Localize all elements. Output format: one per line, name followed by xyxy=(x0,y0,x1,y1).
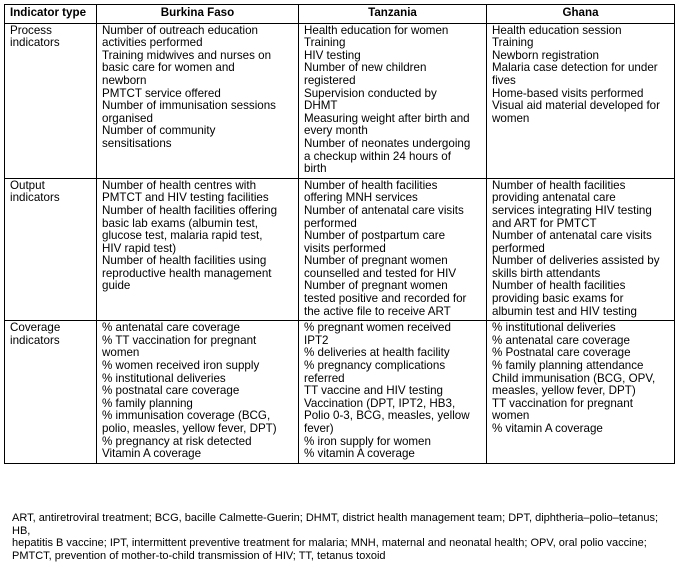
cell-line: HIV rapid test) xyxy=(102,241,177,255)
cell-line: Measuring weight after birth and xyxy=(304,111,470,125)
footnote-line: hepatitis B vaccine; IPT, intermittent preventive treatment for malaria; MNH, maternal and neonatal health; OPV, oral polio vaccine; xyxy=(12,537,647,550)
burkina-faso-cell xyxy=(97,178,299,321)
cell-line: Child immunisation (BCG, OPV, xyxy=(492,371,656,385)
indicator-table-wrapper xyxy=(4,4,674,464)
cell-line: activities performed xyxy=(102,36,203,50)
tanzania-cell xyxy=(299,321,487,464)
footnote-line: PMTCT, prevention of mother-to-child transmission of HIV; TT, tetanus toxoid xyxy=(12,549,386,562)
cell-line: Visual aid material developed for xyxy=(492,99,660,113)
tanzania-cell xyxy=(299,23,487,178)
cell-line: Number of health facilities using xyxy=(102,254,267,268)
indicator-table xyxy=(4,4,675,464)
cell-line: Number of immunisation sessions xyxy=(102,99,276,113)
cell-line: birth xyxy=(304,162,327,176)
cell-line: Home-based visits performed xyxy=(492,86,644,100)
cell-line: DHMT xyxy=(304,99,338,113)
cell-line: newborn xyxy=(102,73,147,87)
cell-line: % women received iron supply xyxy=(102,359,260,373)
cell-line: Number of deliveries assisted by xyxy=(492,254,660,268)
cell-line: Health education for women xyxy=(304,23,449,37)
cell-line: guide xyxy=(102,279,131,293)
cell-line: % vitamin A coverage xyxy=(492,422,603,435)
cell-line: Number of antenatal care visits xyxy=(304,203,464,217)
cell-line: % family planning xyxy=(102,396,193,410)
cell-line: measles, yellow fever, DPT) xyxy=(492,384,636,398)
cell-line: HIV testing xyxy=(304,48,361,62)
cell-line: Number of postpartum care xyxy=(304,229,446,243)
cell-line: basic lab exams (albumin test, xyxy=(102,216,258,230)
cell-line: Number of health centres with xyxy=(102,178,257,192)
cell-line: % antenatal care coverage xyxy=(102,321,240,335)
cell-line: Number of health facilities xyxy=(492,279,626,293)
ghana-cell xyxy=(487,321,675,464)
cell-line: the active file to receive ART xyxy=(304,304,451,318)
cell-line: Output xyxy=(10,178,45,192)
cell-line: registered xyxy=(304,73,356,87)
header-indicator-type: Indicator type xyxy=(5,5,97,24)
cell-line: fives xyxy=(492,73,516,87)
cell-line: skills birth attendants xyxy=(492,266,601,280)
cell-line: % TT vaccination for pregnant xyxy=(102,333,257,347)
burkina-faso-cell xyxy=(97,23,299,178)
indicator-type-cell xyxy=(5,178,97,321)
cell-line: polio, measles, yellow fever, DPT) xyxy=(102,422,277,435)
cell-line: indicators xyxy=(10,36,60,50)
cell-line: Vaccination (DPT, IPT2, HB3, xyxy=(304,396,456,410)
cell-line: % postnatal care coverage xyxy=(102,384,240,398)
cell-line: % immunisation coverage (BCG, xyxy=(102,409,271,423)
cell-line: Number of health facilities xyxy=(304,178,438,192)
cell-line: Newborn registration xyxy=(492,48,599,62)
cell-line: PMTCT and HIV testing facilities xyxy=(102,191,269,205)
cell-line: Number of health facilities offering xyxy=(102,203,278,217)
table-row xyxy=(5,178,675,321)
cell-line: PMTCT service offered xyxy=(102,86,221,100)
cell-line: % pregnancy complications xyxy=(304,359,446,373)
ghana-cell xyxy=(487,23,675,178)
cell-line: % institutional deliveries xyxy=(492,321,616,335)
cell-line: Number of antenatal care visits xyxy=(492,229,652,243)
footnote-line: ART, antiretroviral treatment; BCG, bacille Calmette-Guerin; DHMT, district health management team; DPT, diphtheria–polio–tetanus; HB, xyxy=(12,512,659,537)
cell-line: counselled and tested for HIV xyxy=(304,266,457,280)
cell-line: Polio 0-3, BCG, measles, yellow xyxy=(304,409,470,423)
cell-line: performed xyxy=(492,241,545,255)
cell-line: % vitamin A coverage xyxy=(304,447,415,461)
cell-line: Malaria case detection for under xyxy=(492,61,658,75)
cell-line: basic care for women and xyxy=(102,61,235,75)
header-burkina-faso: Burkina Faso xyxy=(97,5,299,24)
cell-line: % family planning attendance xyxy=(492,359,644,373)
cell-line: and ART for PMTCT xyxy=(492,216,597,230)
abbreviations-footnote xyxy=(12,512,672,562)
cell-line: indicators xyxy=(10,333,60,347)
indicator-type-cell xyxy=(5,321,97,464)
table-row xyxy=(5,321,675,464)
cell-line: Health education session xyxy=(492,23,622,37)
tanzania-cell xyxy=(299,178,487,321)
cell-line: every month xyxy=(304,124,368,138)
cell-line: Training midwives and nurses on xyxy=(102,48,272,62)
indicator-type-cell xyxy=(5,23,97,178)
cell-line: Number of health facilities xyxy=(492,178,626,192)
cell-line: tested positive and recorded for xyxy=(304,292,467,306)
cell-line: women xyxy=(492,409,530,423)
header-tanzania: Tanzania xyxy=(299,5,487,24)
cell-line: % pregnancy at risk detected xyxy=(102,434,252,448)
cell-line: services integrating HIV testing xyxy=(492,203,652,217)
cell-line: women xyxy=(102,346,140,360)
cell-line: TT vaccine and HIV testing xyxy=(304,384,443,398)
header-row xyxy=(5,5,675,24)
cell-line: reproductive health management xyxy=(102,266,272,280)
cell-line: organised xyxy=(102,111,153,125)
cell-line: Number of pregnant women xyxy=(304,254,448,268)
table-row xyxy=(5,23,675,178)
cell-line: % Postnatal care coverage xyxy=(492,346,631,360)
cell-line: providing antenatal care xyxy=(492,191,616,205)
cell-line: a checkup within 24 hours of xyxy=(304,149,451,163)
cell-line: performed xyxy=(304,216,357,230)
cell-line: Training xyxy=(304,36,346,50)
cell-line: fever) xyxy=(304,422,334,435)
cell-line: albumin test and HIV testing xyxy=(492,304,638,318)
cell-line: Number of community xyxy=(102,124,216,138)
cell-line: Supervision conducted by xyxy=(304,86,437,100)
cell-line: Training xyxy=(492,36,534,50)
cell-line: TT vaccination for pregnant xyxy=(492,396,633,410)
cell-line: % iron supply for women xyxy=(304,434,431,448)
cell-line: Number of new children xyxy=(304,61,427,75)
cell-line: glucose test, malaria rapid test, xyxy=(102,229,263,243)
cell-line: women xyxy=(492,111,530,125)
cell-line: % pregnant women received xyxy=(304,321,451,335)
header-ghana: Ghana xyxy=(487,5,675,24)
cell-line: visits performed xyxy=(304,241,386,255)
cell-line: Coverage xyxy=(10,321,61,335)
burkina-faso-cell xyxy=(97,321,299,464)
cell-line: sensitisations xyxy=(102,136,172,150)
cell-line: providing basic exams for xyxy=(492,292,624,306)
cell-line: Number of neonates undergoing xyxy=(304,136,471,150)
cell-line: referred xyxy=(304,371,345,385)
cell-line: Number of outreach education xyxy=(102,23,258,37)
cell-line: % antenatal care coverage xyxy=(492,333,630,347)
cell-line: offering MNH services xyxy=(304,191,418,205)
cell-line: indicators xyxy=(10,191,60,205)
cell-line: % institutional deliveries xyxy=(102,371,226,385)
cell-line: Number of pregnant women xyxy=(304,279,448,293)
cell-line: IPT2 xyxy=(304,333,329,347)
ghana-cell xyxy=(487,178,675,321)
cell-line: % deliveries at health facility xyxy=(304,346,450,360)
cell-line: Process xyxy=(10,23,52,37)
cell-line: Vitamin A coverage xyxy=(102,447,202,461)
